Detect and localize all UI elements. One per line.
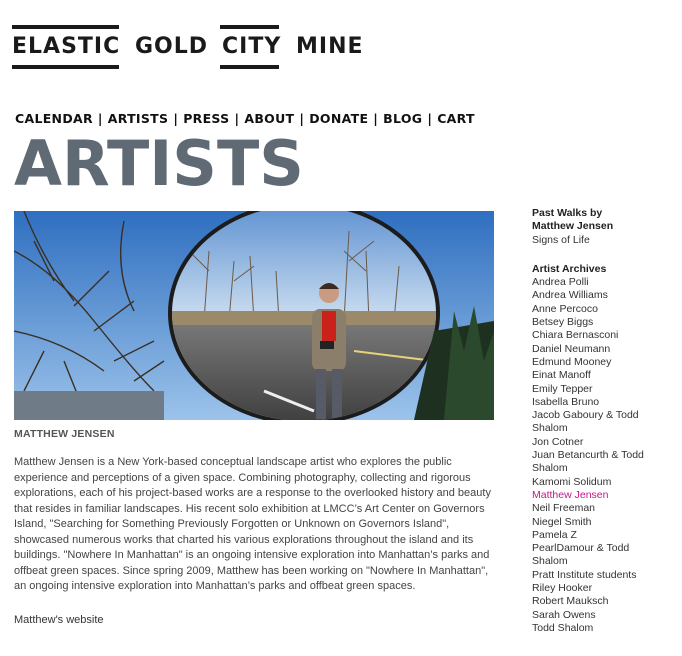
archive-item-link[interactable]: Betsey Biggs <box>532 316 594 329</box>
main-nav <box>15 111 475 126</box>
logo-bar-right-top <box>220 25 279 29</box>
archive-item-link[interactable]: Matthew Jensen <box>532 488 609 501</box>
nav-donate[interactable]: DONATE <box>309 111 369 126</box>
logo-word-elastic: ELASTIC <box>12 34 121 59</box>
archive-item-link[interactable]: Isabella Bruno <box>532 395 600 408</box>
archive-item-link[interactable]: Pratt Institute students <box>532 568 637 581</box>
archive-item-link[interactable]: Daniel Neumann <box>532 342 611 355</box>
archive-item-link[interactable]: Andrea Williams <box>532 289 608 302</box>
archive-item-link[interactable]: Robert Mauksch <box>532 595 609 608</box>
archive-item-link[interactable]: Edmund Mooney <box>532 355 612 368</box>
archive-item-link[interactable]: Anne Percoco <box>532 302 598 315</box>
archive-item-link[interactable]: Todd Shalom <box>532 621 594 634</box>
nav-separator: | <box>97 111 103 126</box>
archive-item-link[interactable]: Juan Betancurth & Todd Shalom <box>532 449 644 475</box>
past-walks-heading: Past Walks by Matthew Jensen <box>532 207 614 233</box>
archive-item-link[interactable]: Kamomi Solidum <box>532 475 612 488</box>
nav-cart[interactable]: CART <box>437 111 475 126</box>
sidebar <box>532 207 682 635</box>
archive-item-link[interactable]: Emily Tepper <box>532 382 593 395</box>
nav-about[interactable]: ABOUT <box>244 111 295 126</box>
archive-item-link[interactable]: Einat Manoff <box>532 369 591 382</box>
logo-word-mine: MINE <box>296 34 364 59</box>
artist-archives-heading: Artist Archives <box>532 262 607 275</box>
logo-bar-left-top <box>12 25 119 29</box>
page-title: ARTISTS <box>14 127 304 200</box>
archive-item-link[interactable]: Andrea Polli <box>532 276 589 289</box>
archive-item-link[interactable]: Jacob Gaboury & Todd Shalom <box>532 409 639 435</box>
archive-item-link[interactable]: PearlDamour & Todd Shalom <box>532 542 630 568</box>
archive-item-link[interactable]: Pamela Z <box>532 528 577 541</box>
nav-separator: | <box>234 111 240 126</box>
nav-calendar[interactable]: CALENDAR <box>15 111 93 126</box>
archive-item-link[interactable]: Sarah Owens <box>532 608 596 621</box>
nav-separator: | <box>299 111 305 126</box>
logo-word-gold: GOLD <box>135 34 209 59</box>
nav-press[interactable]: PRESS <box>183 111 230 126</box>
logo-bar-right-bottom <box>220 65 279 69</box>
archive-item-link[interactable]: Jon Cotner <box>532 435 584 448</box>
archive-item-link[interactable]: Neil Freeman <box>532 502 596 515</box>
artist-bio: Matthew Jensen is a New York-based conceptual landscape artist who explores the public experience and perceptions of a given space. Combining photography, collecting and rigorous explorations, each of his project-based works are a response to the overlooked history and beauty that resides in familiar landscapes. His recent solo exhibition at LMCC’s Art Center on Governors Island, "Searching for Something Previously Forgotten or Unknown on Governors Island", showcased numerous works that charted his various explorations throughout the island and its buildings. "Nowhere In Manhattan" is an ongoing intensive exploration into Manhattan’s parks and offbeat green spaces. Since spring 2009, Matthew has been working on "Nowhere In Manhattan", an ongoing intensive exploration into Manhattan’s parks and offbeat green spaces. <box>14 456 491 592</box>
nav-separator: | <box>173 111 179 126</box>
artist-website-link[interactable]: Matthew's website <box>14 614 104 626</box>
nav-artists[interactable]: ARTISTS <box>107 111 169 126</box>
logo-word-city: CITY <box>222 34 282 59</box>
artist-name-caption: MATTHEW JENSEN <box>14 428 115 440</box>
nav-separator: | <box>373 111 379 126</box>
archive-item-link[interactable]: Chiara Bernasconi <box>532 329 619 342</box>
archive-item-link[interactable]: Niegel Smith <box>532 515 592 528</box>
logo-bar-left-bottom <box>12 65 119 69</box>
archive-item-link[interactable]: Riley Hooker <box>532 582 593 595</box>
past-walk-link[interactable]: Signs of Life <box>532 233 590 246</box>
nav-separator: | <box>427 111 433 126</box>
nav-blog[interactable]: BLOG <box>383 111 423 126</box>
artist-photo <box>14 211 494 420</box>
artist-archives-list <box>532 276 662 635</box>
